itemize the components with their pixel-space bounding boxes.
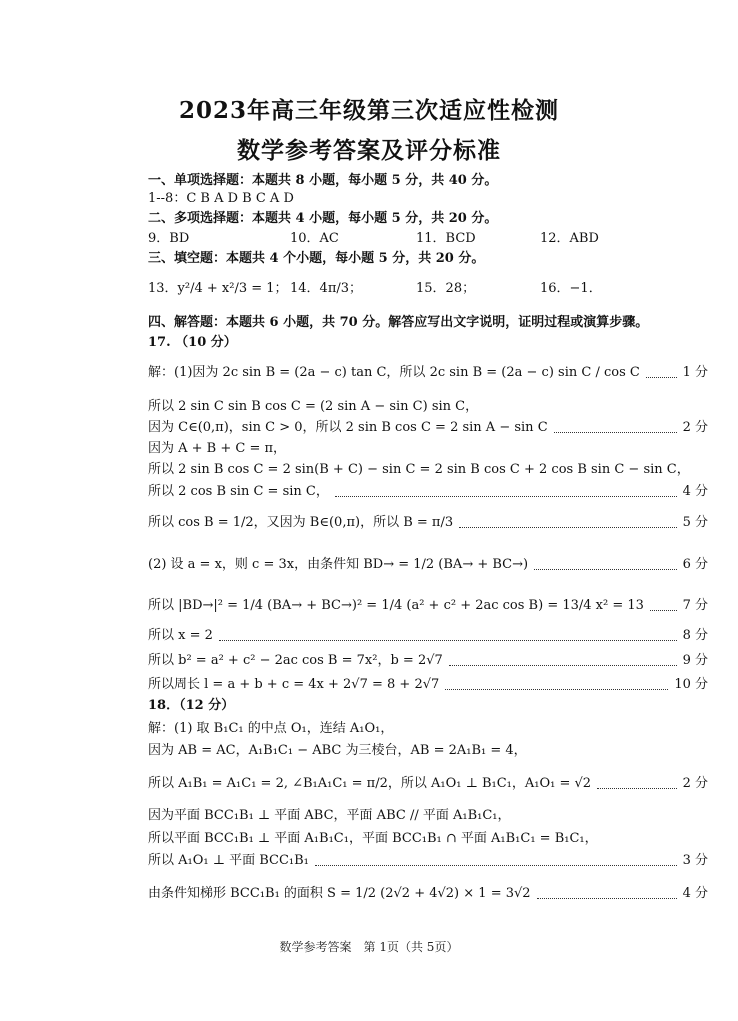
q17-text-1: 解：(1)因为 2c sin B = (2a − c) tan C，所以 2c sin B = (2a − c) sin C / cos C — [148, 365, 640, 380]
section-3-heading: 三、填空题：本题共 4 个小题，每小题 5 分，共 20 分。 — [148, 251, 485, 266]
q17-line-12 — [148, 676, 708, 694]
q17-text-3: 因为 C∈(0,π)，sin C > 0，所以 2 sin B cos C = 2 sin A − sin C — [148, 420, 548, 435]
q18-text-7: 由条件知梯形 BCC₁B₁ 的面积 S = 1/2 (2√2 + 4√2) × 1 = 3√2 — [148, 886, 531, 901]
q17-line-5 — [148, 461, 708, 479]
section-2-heading: 二、多项选择题：本题共 4 小题，每小题 5 分，共 20 分。 — [148, 211, 498, 226]
q17-line-7 — [148, 514, 708, 532]
q18-line-5 — [148, 830, 708, 848]
q17-line-8 — [148, 556, 708, 574]
q17-text-11: 所以 b² = a² + c² − 2ac cos B = 7x²，b = 2√7 — [148, 653, 443, 668]
q17-pts-3: 2 分 — [682, 420, 708, 435]
answer-11: 11．BCD — [416, 231, 476, 246]
q18-pts-6: 3 分 — [682, 853, 708, 868]
answer-14: 14．4π/3； — [290, 281, 363, 296]
q18-line-3 — [148, 775, 708, 793]
q18-line-7 — [148, 885, 708, 903]
q17-pts-7: 5 分 — [682, 515, 708, 530]
q18-line-6 — [148, 852, 708, 870]
answer-13: 13．y²/4 + x²/3 = 1； — [148, 281, 288, 296]
answer-16: 16．−1． — [540, 281, 602, 296]
q17-pts-6: 4 分 — [682, 484, 708, 499]
q18-heading: 18．（12 分） — [148, 698, 235, 713]
q17-pts-12: 10 分 — [674, 677, 708, 692]
q18-text-3: 所以 A₁B₁ = A₁C₁ = 2, ∠B₁A₁C₁ = π/2，所以 A₁O₁ ⊥ B₁C₁，A₁O₁ = √2 — [148, 776, 592, 791]
q17-text-2: 所以 2 sin C sin B cos C = (2 sin A − sin C) sin C， — [148, 399, 479, 414]
q17-text-9: 所以 |BD→|² = 1/4 (BA→ + BC→)² = 1/4 (a² + c² + 2ac cos B) = 13/4 x² = 13 — [148, 598, 644, 613]
section-4-heading: 四、解答题：本题共 6 小题，共 70 分。解答应写出文字说明，证明过程或演算步骤。 — [148, 315, 649, 330]
q18-pts-3: 2 分 — [682, 776, 708, 791]
answer-9: 9．BD — [148, 231, 190, 246]
q18-text-6: 所以 A₁O₁ ⊥ 平面 BCC₁B₁ — [148, 853, 309, 868]
q17-line-2 — [148, 398, 708, 416]
q18-line-2 — [148, 742, 708, 760]
section-1-heading: 一、单项选择题：本题共 8 小题，每小题 5 分，共 40 分。 — [148, 173, 498, 188]
q17-line-1 — [148, 364, 708, 382]
q17-line-4 — [148, 440, 708, 458]
page-footer: 数学参考答案 第 1页（共 5页） — [279, 940, 459, 954]
q17-pts-9: 7 分 — [682, 598, 708, 613]
title-main: 2023年高三年级第三次适应性检测 — [178, 97, 559, 124]
answer-10: 10．AC — [290, 231, 339, 246]
q17-line-6 — [148, 483, 708, 501]
q17-text-6: 所以 2 cos B sin C = sin C， — [148, 484, 329, 499]
q17-text-5: 所以 2 sin B cos C = 2 sin(B + C) − sin C = 2 sin B cos C + 2 cos B sin C − sin C， — [148, 462, 690, 477]
title-sub: 数学参考答案及评分标准 — [237, 137, 501, 164]
q17-line-10 — [148, 627, 708, 645]
q18-line-1 — [148, 720, 708, 738]
q17-heading: 17. （10 分） — [148, 335, 237, 350]
q18-line-4 — [148, 807, 708, 825]
q18-pts-7: 4 分 — [682, 886, 708, 901]
q17-text-12: 所以周长 l = a + b + c = 4x + 2√7 = 8 + 2√7 — [148, 677, 440, 692]
q17-pts-1: 1 分 — [682, 365, 708, 380]
q17-line-9 — [148, 597, 708, 615]
q17-text-8: (2) 设 a = x，则 c = 3x，由条件知 BD→ = 1/2 (BA→ + BC→) — [148, 557, 529, 572]
section-1-answers: 1--8：C B A D B C A D — [148, 191, 294, 206]
q18-text-5: 所以平面 BCC₁B₁ ⊥ 平面 A₁B₁C₁，平面 BCC₁B₁ ∩ 平面 A₁B₁C₁ = B₁C₁， — [148, 831, 598, 846]
q18-text-2: 因为 AB = AC，A₁B₁C₁ − ABC 为三棱台，AB = 2A₁B₁ = 4， — [148, 743, 527, 758]
q18-text-4: 因为平面 BCC₁B₁ ⊥ 平面 ABC，平面 ABC // 平面 A₁B₁C₁， — [148, 808, 511, 823]
q17-line-11 — [148, 652, 708, 670]
q17-pts-11: 9 分 — [682, 653, 708, 668]
q17-text-7: 所以 cos B = 1/2，又因为 B∈(0,π)，所以 B = π/3 — [148, 515, 454, 530]
q17-pts-10: 8 分 — [682, 628, 708, 643]
q17-text-4: 因为 A + B + C = π， — [148, 441, 287, 456]
q17-text-10: 所以 x = 2 — [148, 628, 213, 643]
q17-line-3 — [148, 419, 708, 437]
q17-pts-8: 6 分 — [682, 557, 708, 572]
answer-15: 15．28； — [416, 281, 476, 296]
answer-12: 12．ABD — [540, 231, 599, 246]
q18-text-1: 解：(1) 取 B₁C₁ 的中点 O₁，连结 A₁O₁， — [148, 721, 394, 736]
